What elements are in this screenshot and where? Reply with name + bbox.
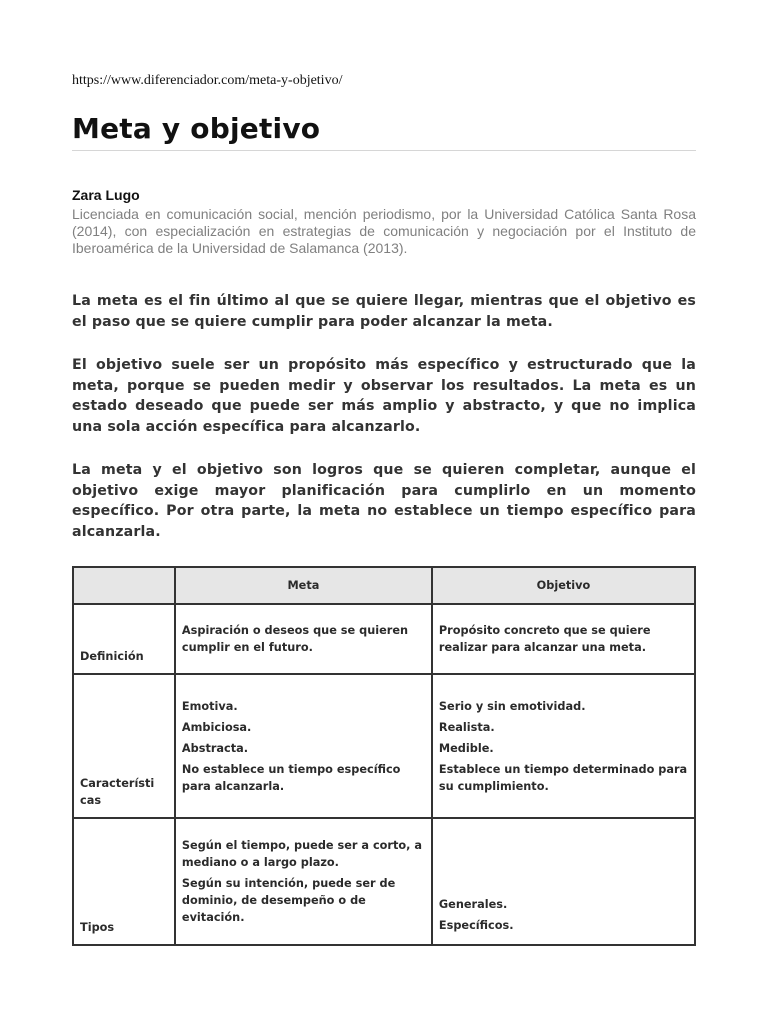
- row-label-definicion: Definición: [73, 604, 175, 674]
- table-header-row: [73, 567, 695, 604]
- paragraph-3: La meta y el objetivo son logros que se quieren completar, aunque el objetivo exige mayor planificación para cumplirlo en un momento específico. Por otra parte, la meta no establece un tiempo específico para alcanzarla.: [72, 462, 696, 541]
- cell-text: Abstracta.: [181, 741, 249, 755]
- cell-objetivo-caracteristicas: [432, 674, 695, 818]
- cell-text: Generales.: [438, 898, 508, 911]
- paragraph-1: La meta es el fin último al que se quiere llegar, mientras que el objetivo es el paso que se quiere cumplir para poder alcanzar la meta.: [72, 293, 696, 330]
- paragraph-2: El objetivo suele ser un propósito más específico y estructurado que la meta, porque se pueden medir y observar los resultados. La meta es un estado deseado que puede ser más amplio y abstracto, y que no implica una sola acción específica para alcanzarlo.: [72, 357, 696, 436]
- cell-text: Propósito concreto que se quiere realizar para alcanzar una meta.: [438, 624, 651, 654]
- cell-meta-definicion: [175, 604, 432, 674]
- cell-text: Medible.: [438, 741, 494, 755]
- cell-text: Específicos.: [438, 919, 514, 932]
- source-url: https://www.diferenciador.com/meta-y-objetivo/: [72, 73, 343, 88]
- comparison-table: [72, 566, 696, 946]
- cell-text: Realista.: [438, 720, 495, 734]
- cell-text: Serio y sin emotividad.: [438, 699, 586, 713]
- table-row: [73, 818, 695, 945]
- article-title: Meta y objetivo: [72, 112, 321, 145]
- table-header-objetivo: Objetivo: [432, 567, 695, 604]
- title-divider: [72, 150, 696, 151]
- author-name: Zara Lugo: [72, 187, 140, 203]
- cell-objetivo-definicion: [432, 604, 695, 674]
- row-label-tipos: Tipos: [73, 818, 175, 945]
- cell-text: Emotiva.: [181, 699, 238, 713]
- row-label-caracteristicas: Característi cas: [73, 674, 175, 818]
- cell-meta-caracteristicas: [175, 674, 432, 818]
- cell-text: No establece un tiempo específico para alcanzarla.: [181, 762, 401, 793]
- author-bio: Licenciada en comunicación social, mención periodismo, por la Universidad Católica Santa Rosa (2014), con especialización en estrategias de comunicación y negociación por el Instituto de Iberoamérica de la Universidad de Salamanca (2013).: [72, 206, 696, 256]
- table-header-empty: [73, 567, 175, 604]
- cell-text: Establece un tiempo determinado para su cumplimiento.: [438, 762, 688, 793]
- cell-meta-tipos: [175, 818, 432, 945]
- table-row: [73, 674, 695, 818]
- table-header-meta: Meta: [175, 567, 432, 604]
- cell-objetivo-tipos: [432, 818, 695, 945]
- cell-text: Ambiciosa.: [181, 720, 252, 734]
- cell-text: Según su intención, puede ser de dominio, de desempeño o de evitación.: [181, 877, 396, 924]
- table-row: [73, 604, 695, 674]
- cell-text: Aspiración o deseos que se quieren cumplir en el futuro.: [181, 624, 409, 654]
- cell-text: Según el tiempo, puede ser a corto, a mediano o a largo plazo.: [181, 839, 423, 869]
